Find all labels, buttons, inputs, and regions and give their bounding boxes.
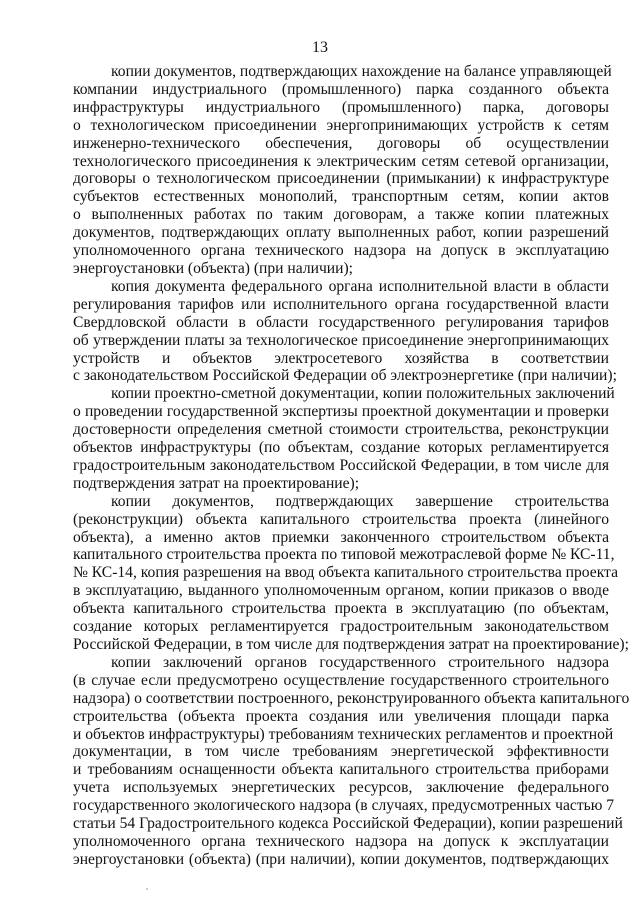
text-line: энергоустановки (объекта) (при наличии), копии документов, подтверждающих xyxy=(73,850,609,868)
text-line: копии документов, подтверждающих нахождение на балансе управляющей xyxy=(111,63,612,80)
text-line: капитального строительства проекта по типовой межотраслевой форме № КС-11, xyxy=(73,546,615,564)
text-line: об утверждении платы за технологическое присоединение энергопринимающих xyxy=(73,331,609,349)
text-line: технологического присоединения к электрическим сетям сетевой организации, xyxy=(73,152,609,170)
text-line: градостроительным законодательством Российской Федерации, в том числе для xyxy=(73,456,609,474)
paragraph xyxy=(73,492,629,654)
text-line: инженерно-технического обеспечения, договоры об осуществлении xyxy=(73,134,609,152)
text-line: о проведении государственной экспертизы проектной документации и проверки xyxy=(73,403,609,421)
text-line: копия документа федерального органа исполнительной власти в области xyxy=(111,277,609,295)
text-line: государственного экологического надзора (в случаях, предусмотренных частью 7 xyxy=(73,797,615,815)
text-line: копии документов, подтверждающих завершение строительства xyxy=(111,492,609,510)
text-line: (реконструкции) объекта капитального строительства проекта (линейного xyxy=(73,510,609,528)
text-line: строительства (объекта проекта создания или увеличения площади парка xyxy=(73,707,609,725)
text-line: устройств и объектов электросетевого хозяйства в соответствии xyxy=(73,349,609,367)
paragraph xyxy=(73,277,617,385)
text-line: и требованиям оснащенности объекта капитального строительства приборами xyxy=(73,761,609,779)
text-line: Свердловской области в области государственного регулирования тарифов xyxy=(73,313,609,331)
text-line: документов, подтверждающих оплату выполненных работ, копии разрешений xyxy=(73,224,609,242)
text-line: и объектов инфраструктуры) требованиям технических регламентов и проектной xyxy=(73,725,614,743)
text-line: учета используемых энергетических ресурсов, заключение федерального xyxy=(73,779,609,797)
text-line: копии заключений органов государственного строительного надзора xyxy=(111,653,609,671)
text-line: уполномоченного органа технического надзора на допуск к эксплуатации xyxy=(73,832,609,850)
text-line: Российской Федерации, в том числе для подтверждения затрат на проектирование); xyxy=(73,636,629,653)
text-line: субъектов естественных монополий, транспортным сетям, копии актов xyxy=(73,188,609,206)
page-number: 13 xyxy=(312,39,328,56)
text-line: энергоустановки (объекта) (при наличии); xyxy=(73,259,354,277)
text-line: о технологическом присоединении энергопринимающих устройств к сетям xyxy=(73,116,609,134)
text-line: документации, в том числе требованиям энергетической эффективности xyxy=(73,743,609,761)
paragraph xyxy=(73,63,612,278)
text-line: № КС-14, копия разрешения на ввод объекта капитального строительства проекта xyxy=(73,564,618,582)
text-line: надзора) о соответствии построенного, реконструированного объекта капитального xyxy=(73,689,630,707)
text-line: инфраструктуры индустриального (промышленного) парка, договоры xyxy=(73,98,609,116)
text-line: (в случае если предусмотрено осуществление государственного строительного xyxy=(73,671,609,689)
text-line: регулирования тарифов или исполнительного органа государственной власти xyxy=(73,295,609,313)
text-line: с законодательством Российской Федерации об электроэнергетике (при наличии); xyxy=(73,367,617,385)
scan-artifact xyxy=(146,888,148,890)
text-line: о выполненных работах по таким договорам, а также копии платежных xyxy=(73,206,609,224)
text-line: подтверждения затрат на проектирование); xyxy=(73,474,360,492)
text-line: договоры о технологическом присоединении (примыкании) к инфраструктуре xyxy=(73,170,609,188)
text-line: копии проектно-сметной документации, копии положительных заключений xyxy=(111,385,615,403)
paragraph xyxy=(73,653,630,869)
text-line: уполномоченного органа технического надзора на допуск в эксплуатацию xyxy=(73,242,609,260)
document-body xyxy=(73,63,630,869)
text-line: статьи 54 Градостроительного кодекса Российской Федерации), копии разрешений xyxy=(73,815,623,833)
text-line: в эксплуатацию, выданного уполномоченным органом, копии приказов о вводе xyxy=(73,582,609,600)
text-line: объекта капитального строительства проекта в эксплуатацию (по объектам, xyxy=(73,600,609,618)
text-line: объектов инфраструктуры (по объектам, создание которых регламентируется xyxy=(73,439,609,457)
paragraph xyxy=(73,385,615,492)
text-line: объекта), а именно актов приемки законченного строительством объекта xyxy=(73,528,609,546)
text-line: достоверности определения сметной стоимости строительства, реконструкции xyxy=(73,421,609,439)
text-line: создание которых регламентируется градостроительным законодательством xyxy=(73,618,609,636)
text-line: компании индустриального (промышленного) парка созданного объекта xyxy=(73,80,609,98)
